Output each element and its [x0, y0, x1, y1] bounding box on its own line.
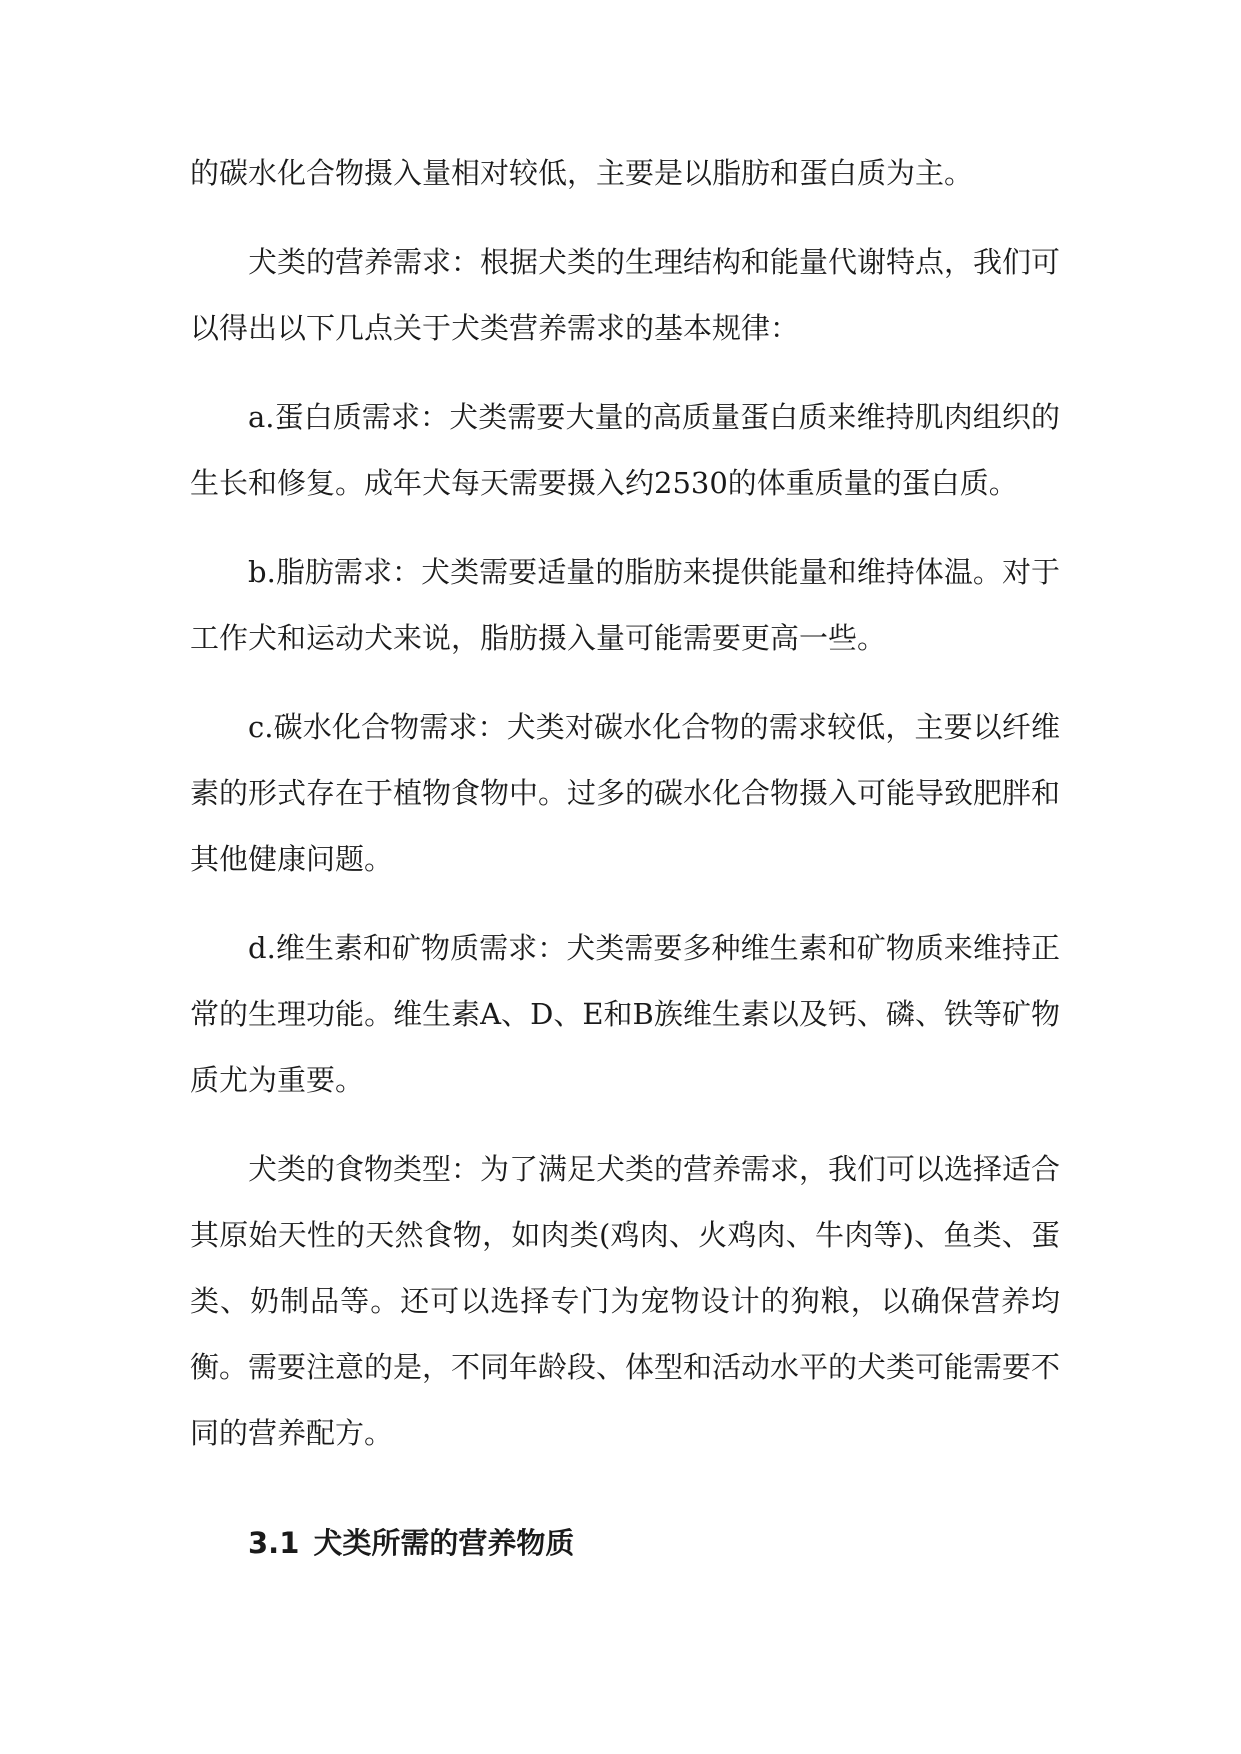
section-number: 3.1 [248, 1526, 300, 1560]
paragraph-carbohydrate-need: c.碳水化合物需求：犬类对碳水化合物的需求较低，主要以纤维素的形式存在于植物食物中。过多的碳水化合物摄入可能导致肥胖和其他健康问题。 [190, 710, 1061, 876]
paragraph-fat-need: b.脂肪需求：犬类需要适量的脂肪来提供能量和维持体温。对于工作犬和运动犬来说，脂肪摄入量可能需要更高一些。 [190, 555, 1060, 655]
paragraph-continuation: 的碳水化合物摄入量相对较低，主要是以脂肪和蛋白质为主。 [190, 156, 974, 190]
paragraph-nutrition-needs-intro: 犬类的营养需求：根据犬类的生理结构和能量代谢特点，我们可以得出以下几点关于犬类营养需求的基本规律： [190, 245, 1061, 345]
section-heading [248, 1521, 1060, 1565]
paragraph-protein-need: a.蛋白质需求：犬类需要大量的高质量蛋白质来维持肌肉组织的生长和修复。成年犬每天需要摄入约2530的体重质量的蛋白质。 [190, 400, 1060, 500]
section-title: 犬类所需的营养物质 [313, 1526, 575, 1560]
paragraph-vitamin-mineral-need: d.维生素和矿物质需求：犬类需要多种维生素和矿物质来维持正常的生理功能。维生素A、D、E和B族维生素以及钙、磷、铁等矿物质尤为重要。 [190, 931, 1060, 1097]
paragraph-food-types: 犬类的食物类型：为了满足犬类的营养需求，我们可以选择适合其原始天性的天然食物，如肉类(鸡肉、火鸡肉、牛肉等)、鱼类、蛋类、奶制品等。还可以选择专门为宠物设计的狗粮，以确保营养均衡。需要注意的是，不同年龄段、体型和活动水平的犬类可能需要不同的营养配方。 [190, 1152, 1061, 1450]
document-page [190, 140, 1060, 1565]
